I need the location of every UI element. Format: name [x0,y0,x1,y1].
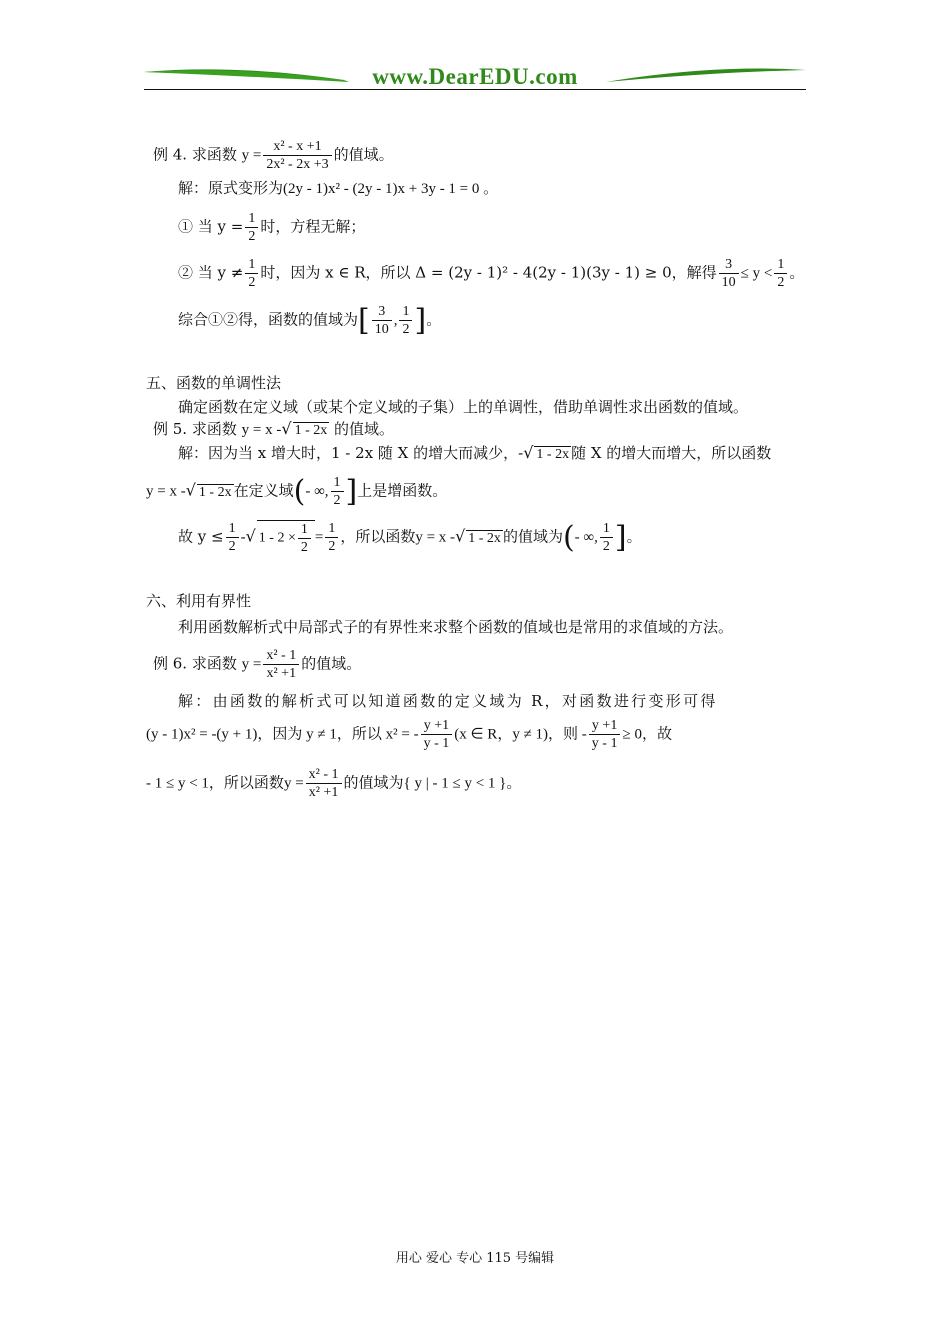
ex5-solution-2: y = x -√ 1 - 2x 在定义域(- ∞, $\frac{1}{2}$ ]上是增函数。 [146,473,448,509]
ex4-problem: 例 4. 求函数 y = $\frac{\text{x² - x +1}}{\text{2x² - 2x +3}}$ 的值域。 [153,139,394,172]
ex5-problem: 例 5. 求函数 y = x -√ 1 - 2x 的值域。 [153,419,395,438]
page-footer: 用心 爱心 专心 115 号编辑 [395,1251,555,1266]
ex5-solution-3: 故 y ≤ $\frac{1}{2}$ -√ 1 - 2 × $\frac{1}{2}$ = $\frac{1}{2}$ ，所以函数y = x -√ 1 - 2x 的值域为(- ∞, $\frac{1}{2}$ ]。 [178,519,642,555]
ex5-solution-1: 解：因为当 x 增大时，1 - 2x 随 X 的增大而减少，-√ 1 - 2x 随 X 的增大而增大，所以函数 [178,443,772,462]
section-5-intro: 确定函数在定义域（或某个定义域的子集）上的单调性，借助单调性求出函数的值域。 [178,398,749,416]
ex6-solution-3: - 1 ≤ y < 1，所以函数y = $\frac{\text{x² - 1}}{\text{x² +1}}$ 的值域为{ y | - 1 ≤ y < 1 }。 [146,767,522,800]
ex4-case2: ② 当 y ≠ $\frac{1}{2}$ 时，因为 x ∈ R，所以 Δ = (2y - 1)² - 4(2y - 1)(3y - 1) ≥ 0，解得 $\frac{3}{10}$ ≤ y < $\frac{1}{2}$ 。 [178,257,805,290]
ex4-conclusion: 综合①②得，函数的值域为[ $\frac{3}{10}$ , $\frac{1}{2}$ ]。 [178,302,442,338]
header-rule [144,89,806,90]
section-6-intro: 利用函数解析式中局部式子的有界性来求整个函数的值域也是常用的求值域的方法。 [178,618,734,636]
section-6-heading: 六、利用有界性 [146,592,252,610]
ex6-problem: 例 6. 求函数 y = $\frac{\text{x² - 1}}{\text{x² +1}}$ 的值域。 [153,648,362,681]
site-name[interactable]: www.DearEDU.com [372,64,578,89]
section-5-heading: 五、函数的单调性法 [146,374,282,392]
ex4-solution-line: 解：原式变形为(2y - 1)x² - (2y - 1)x + 3y - 1 = 0 。 [178,179,499,197]
ex6-solution-2: (y - 1)x² = -(y + 1)，因为 y ≠ 1，所以 x² = - $\frac{y +1}{y - 1}$ (x ∈ R，y ≠ 1)，则 - $\frac{y +1}{y - 1}$ ≥ 0，故 [146,718,672,751]
header-banner [144,62,806,92]
ex4-case1: ① 当 y = $\frac{1}{2}$ 时，方程无解； [178,211,366,244]
ex6-solution-1: 解：由函数的解析式可以知道函数的定义域为 R，对函数进行变形可得 [178,692,718,710]
